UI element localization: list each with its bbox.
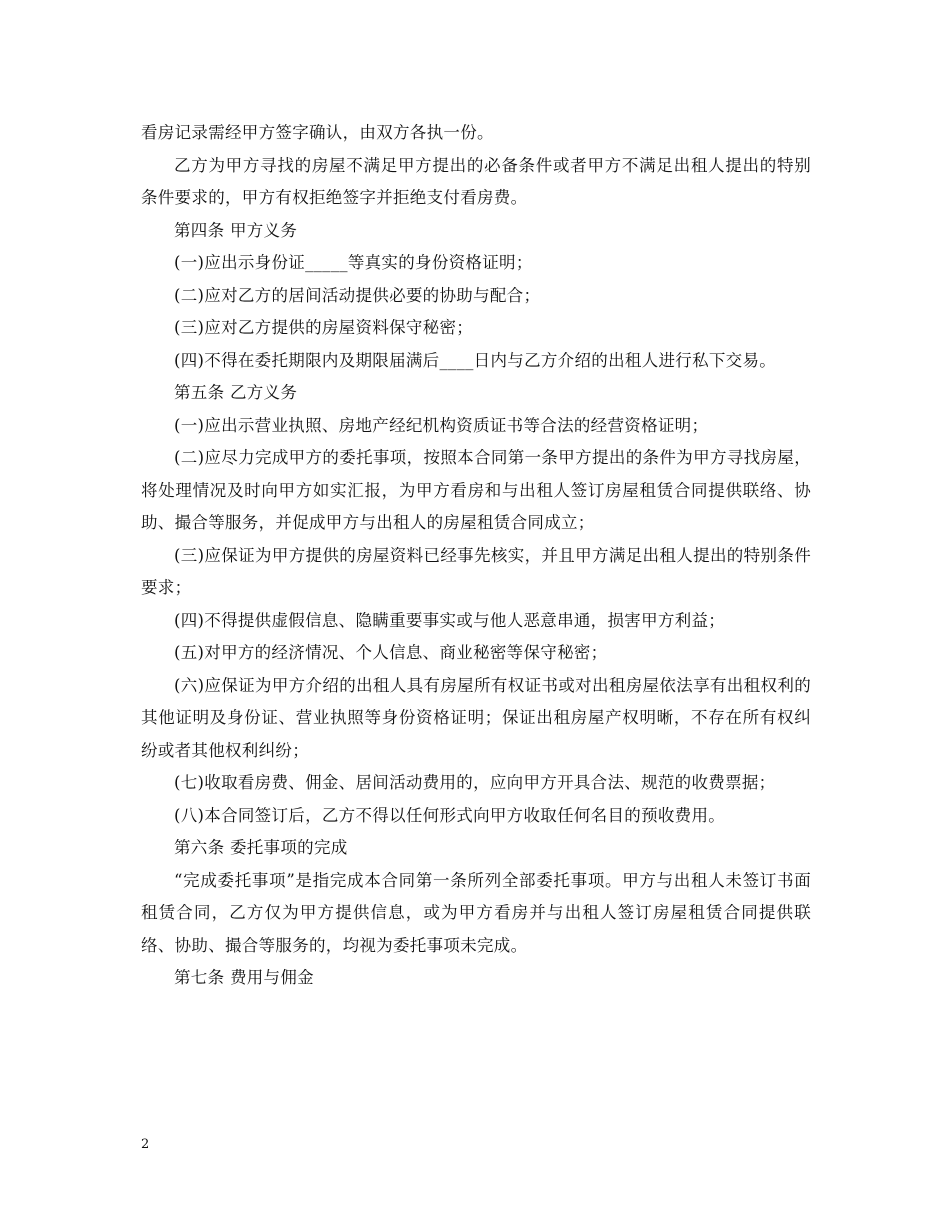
paragraph: 第六条 委托事项的完成 bbox=[174, 838, 348, 857]
paragraph: 第五条 乙方义务 bbox=[174, 383, 298, 402]
paragraph: 第七条 费用与佣金 bbox=[174, 968, 314, 987]
paragraph: (六)应保证为甲方介绍的出租人具有房屋所有权证书或对出租房屋依法享有出租权利的其他证明及身份证、营业执照等身份资格证明；保证出租房屋产权明晰，不存在所有权纠纷或者其他权利纠纷； bbox=[141, 675, 811, 760]
paragraph: (二)应对乙方的居间活动提供必要的协助与配合； bbox=[174, 285, 541, 305]
paragraph: (五)对甲方的经济情况、个人信息、商业秘密等保守秘密； bbox=[174, 643, 608, 662]
paragraph: (四)不得在委托期限内及期限届满后____日内与乙方介绍的出租人进行私下交易。 bbox=[174, 350, 777, 370]
document-body bbox=[141, 117, 811, 995]
paragraph: 第四条 甲方义务 bbox=[174, 220, 298, 240]
paragraph: (七)收取看房费、佣金、居间活动费用的，应向甲方开具合法、规范的收费票据； bbox=[174, 773, 776, 792]
paragraph: (八)本合同签订后，乙方不得以任何形式向甲方收取任何名目的预收费用。 bbox=[174, 805, 726, 825]
page-number: 2 bbox=[141, 1137, 150, 1152]
paragraph: (三)应对乙方提供的房屋资料保守秘密； bbox=[174, 318, 474, 337]
paragraph: (一)应出示身份证_____等真实的身份资格证明； bbox=[174, 253, 533, 272]
paragraph: (二)应尽力完成甲方的委托事项，按照本合同第一条甲方提出的条件为甲方寻找房屋，将处理情况及时向甲方如实汇报，为甲方看房和与出租人签订房屋租赁合同提供联络、协助、撮合等服务，并促成甲方与出租人的房屋租赁合同成立； bbox=[141, 448, 811, 532]
paragraph: (四)不得提供虚假信息、隐瞒重要事实或与他人恶意串通，损害甲方利益； bbox=[174, 610, 726, 630]
paragraph: “完成委托事项”是指完成本合同第一条所列全部委托事项。甲方与出租人未签订书面租赁合同，乙方仅为甲方提供信息，或为甲方看房并与出租人签订房屋租赁合同提供联络、协助、撮合等服务的，均视为委托事项未完成。 bbox=[141, 870, 811, 955]
paragraph: 乙方为甲方寻找的房屋不满足甲方提出的必备条件或者甲方不满足出租人提出的特别条件要求的，甲方有权拒绝签字并拒绝支付看房费。 bbox=[141, 155, 811, 207]
paragraph: (一)应出示营业执照、房地产经纪机构资质证书等合法的经营资格证明； bbox=[174, 415, 709, 435]
paragraph: (三)应保证为甲方提供的房屋资料已经事先核实，并且甲方满足出租人提出的特别条件要求； bbox=[141, 545, 811, 597]
paragraph: 看房记录需经甲方签字确认，由双方各执一份。 bbox=[141, 123, 494, 142]
